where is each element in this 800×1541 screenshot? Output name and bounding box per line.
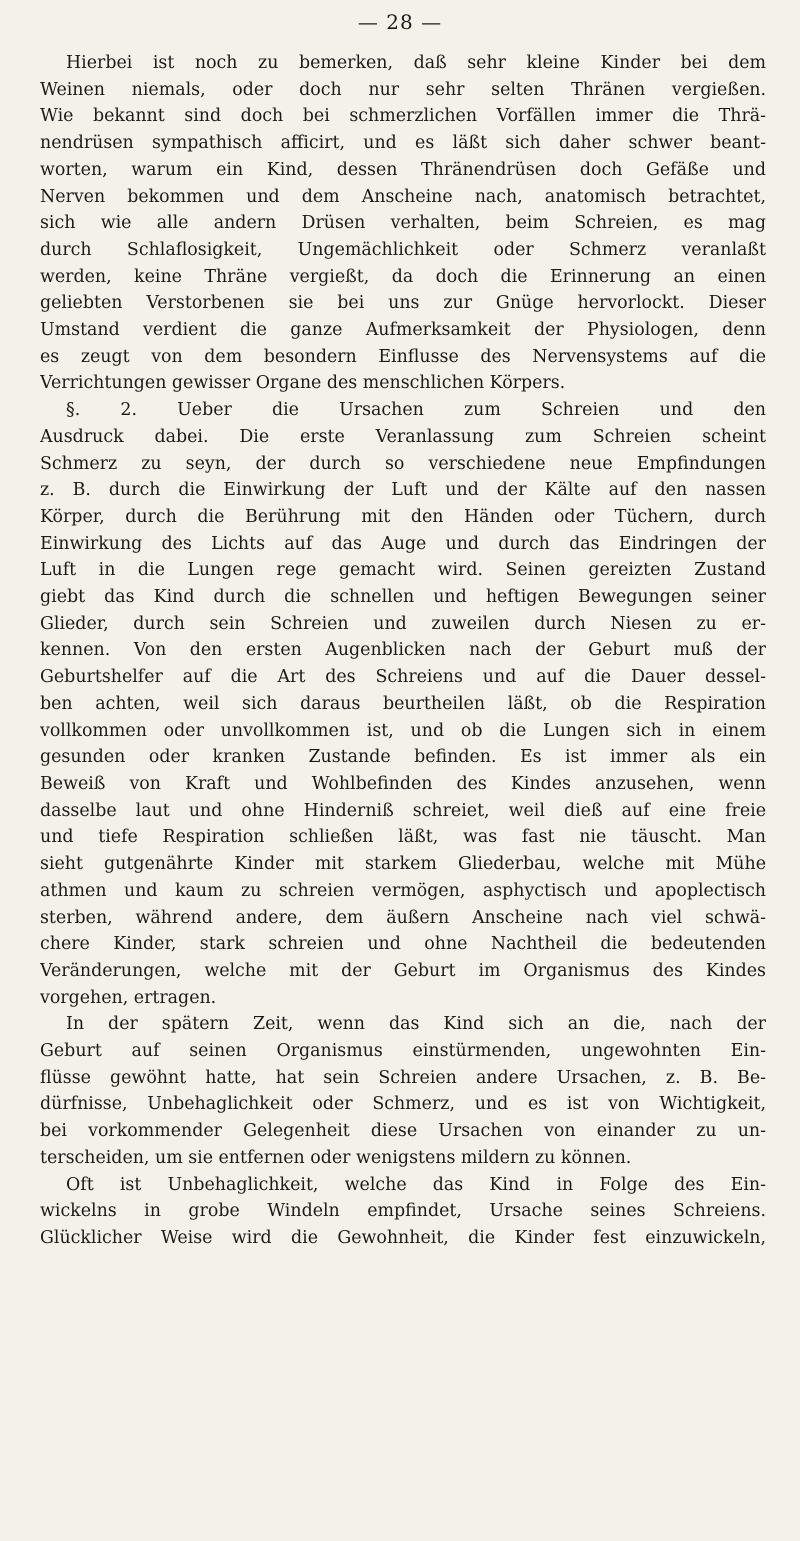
text-line: giebt das Kind durch die schnellen und heftigen Bewegungen seiner [40, 587, 766, 608]
text-line: nendrüsen sympathisch afficirt, und es läßt sich daher schwer beant- [40, 133, 766, 154]
text-line: sterben, während andere, dem äußern Anscheine nach viel schwä- [40, 907, 766, 928]
text-line: flüsse gewöhnt hatte, hat sein Schreien andere Ursachen, z. B. Be- [40, 1067, 766, 1088]
page-number: — 28 — [357, 10, 443, 34]
text-line: Nerven bekommen und dem Anscheine nach, anatomisch betrachtet, [40, 186, 766, 207]
text-line: Glücklicher Weise wird die Gewohnheit, die Kinder fest einzuwickeln, [40, 1227, 766, 1248]
text-line: Körper, durch die Berührung mit den Händen oder Tüchern, durch [40, 506, 766, 527]
text-line: terscheiden, um sie entfernen oder wenigstens mildern zu können. [40, 1147, 632, 1168]
text-line: chere Kinder, stark schreien und ohne Nachtheil die bedeutenden [40, 934, 766, 955]
text-line: vollkommen oder unvollkommen ist, und ob die Lungen sich in einem [40, 720, 766, 741]
text-line: athmen und kaum zu schreien vermögen, asphyctisch und apoplectisch [40, 880, 766, 901]
text-line: vorgehen, ertragen. [40, 987, 217, 1008]
text-line: bei vorkommender Gelegenheit diese Ursachen von einander zu un- [40, 1121, 766, 1142]
text-line: Oft ist Unbehaglichkeit, welche das Kind in Folge des Ein- [66, 1174, 766, 1195]
text-line: Ausdruck dabei. Die erste Veranlassung zum Schreien scheint [40, 426, 766, 447]
text-line: Weinen niemals, oder doch nur sehr selten Thränen vergießen. [40, 79, 766, 100]
text-line: worten, warum ein Kind, dessen Thränendrüsen doch Gefäße und [40, 159, 766, 180]
text-line: kennen. Von den ersten Augenblicken nach der Geburt muß der [40, 640, 766, 661]
text-line: Hierbei ist noch zu bemerken, daß sehr kleine Kinder bei dem [66, 53, 766, 73]
text-line: geliebten Verstorbenen sie bei uns zur Gnüge hervorlockt. Dieser [40, 293, 766, 314]
text-line: ben achten, weil sich daraus beurtheilen läßt, ob die Respiration [40, 693, 766, 714]
text-line: Veränderungen, welche mit der Geburt im Organismus des Kindes [40, 960, 766, 981]
text-line: gesunden oder kranken Zustande befinden. Es ist immer als ein [40, 747, 766, 768]
text-line: durch Schlaflosigkeit, Ungemächlichkeit oder Schmerz veranlaßt [40, 239, 766, 260]
text-line: Geburt auf seinen Organismus einstürmenden, ungewohnten Ein- [40, 1041, 766, 1062]
section-heading-line: §. 2. Ueber die Ursachen zum Schreien und den [66, 400, 766, 421]
text-line: In der spätern Zeit, wenn das Kind sich an die, nach der [66, 1014, 766, 1035]
text-line: z. B. durch die Einwirkung der Luft und der Kälte auf den nassen [40, 480, 766, 501]
text-line: dasselbe laut und ohne Hinderniß schreiet, weil dieß auf eine freie [40, 800, 766, 821]
text-line: Einwirkung des Lichts auf das Auge und durch das Eindringen der [40, 533, 766, 554]
text-line: Glieder, durch sein Schreien und zuweilen durch Niesen zu er- [40, 613, 766, 634]
body-text [40, 50, 766, 1252]
text-line: Wie bekannt sind doch bei schmerzlichen Vorfällen immer die Thrä- [40, 106, 766, 127]
text-line: Geburtshelfer auf die Art des Schreiens und auf die Dauer dessel- [40, 667, 766, 688]
text-line: werden, keine Thräne vergießt, da doch die Erinnerung an einen [40, 266, 766, 287]
text-line: dürfnisse, Unbehaglichkeit oder Schmerz, und es ist von Wichtigkeit, [40, 1094, 766, 1115]
text-line: Schmerz zu seyn, der durch so verschiedene neue Empfindungen [40, 453, 766, 474]
text-line: es zeugt von dem besondern Einflusse des Nervensystems auf die [40, 346, 766, 367]
text-line: sich wie alle andern Drüsen verhalten, beim Schreien, es mag [40, 213, 766, 234]
text-line: sieht gutgenährte Kinder mit starkem Gliederbau, welche mit Mühe [40, 854, 766, 875]
text-line: wickelns in grobe Windeln empfindet, Ursache seines Schreiens. [40, 1201, 766, 1222]
text-line: Umstand verdient die ganze Aufmerksamkeit der Physiologen, denn [40, 320, 766, 341]
text-line: und tiefe Respiration schließen läßt, was fast nie täuscht. Man [40, 827, 766, 848]
text-line: Luft in die Lungen rege gemacht wird. Seinen gereizten Zustand [40, 560, 766, 581]
text-line: Verrichtungen gewisser Organe des menschlichen Körpers. [40, 373, 566, 394]
text-line: Beweiß von Kraft und Wohlbefinden des Kindes anzusehen, wenn [40, 773, 766, 794]
